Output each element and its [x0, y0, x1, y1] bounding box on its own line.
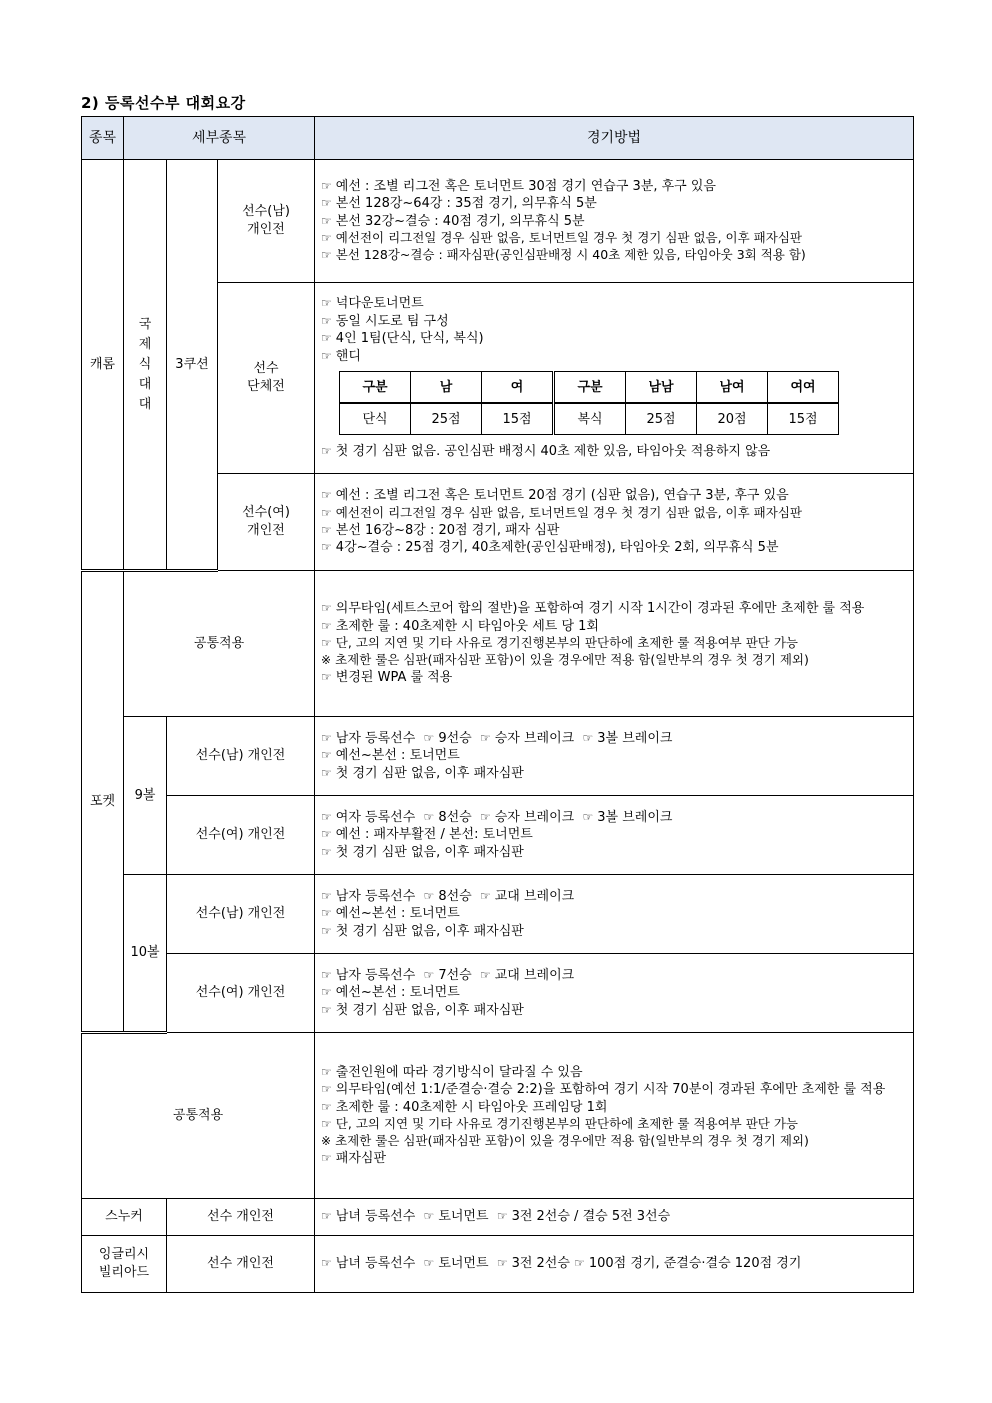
10ball-label: 10볼	[124, 875, 167, 1033]
10ball-men-label: 선수(남) 개인전	[167, 875, 315, 954]
method-line: ☞ 본선 128강~결승 : 패자심판(공인심판배정 시 40초 제한 있음, 타임아웃 3회 적용 함)	[321, 247, 806, 263]
10ball-women-method	[315, 954, 914, 1033]
pointing-hand-icon: ☞	[321, 348, 332, 363]
category-char: 대	[138, 376, 152, 392]
method-line: ☞ 첫 경기 심판 없음, 이후 패자심판	[321, 765, 524, 781]
pointing-hand-icon: ☞	[321, 730, 332, 745]
pointing-hand-icon: ☞	[321, 1150, 332, 1165]
pointing-hand-icon: ☞	[321, 213, 332, 228]
pointing-hand-icon: ☞	[321, 923, 332, 938]
pointing-hand-icon: ☞	[321, 444, 332, 459]
method-line: ☞ 예선~본선 : 토너먼트	[321, 985, 460, 1001]
method-line: ☞ 남자 등록선수 ☞ 7선승 ☞ 교대 브레이크	[321, 967, 575, 983]
method-line: ☞ 첫 경기 심판 없음, 이후 패자심판	[321, 844, 524, 860]
method-line: ☞ 예선 : 패자부활전 / 본선: 토너먼트	[321, 827, 533, 843]
snooker-row	[82, 1199, 914, 1236]
snooker-sub-label: 선수 개인전	[167, 1199, 315, 1236]
label-line: 선수	[253, 361, 279, 377]
english-method	[315, 1236, 914, 1293]
method-line: ☞ 남녀 등록선수 ☞ 토너먼트 ☞ 3전 2선승 ☞ 100점 경기, 준결승·결승 120점 경기	[321, 1256, 802, 1272]
header-method: 경기방법	[315, 117, 914, 160]
pointing-hand-icon: ☞	[423, 1256, 435, 1271]
10ball-women-label: 선수(여) 개인전	[167, 954, 315, 1033]
category-char: 대	[138, 396, 152, 412]
pocket-10ball-women-row	[82, 954, 914, 1033]
pointing-hand-icon: ☞	[321, 906, 332, 921]
carom-men-method	[315, 160, 914, 283]
method-line: ※ 초제한 룰은 심판(패자심판 포함)이 있을 경우에만 적용 함(일반부의 경우 첫 경기 제외)	[321, 1133, 809, 1149]
carom-team-method	[315, 283, 914, 474]
category-char: 식	[138, 356, 152, 372]
pointing-hand-icon: ☞	[321, 670, 332, 685]
pointing-hand-icon: ☞	[321, 1064, 332, 1079]
method-line: ☞ 출전인원에 따라 경기방식이 달라질 수 있음	[321, 1064, 583, 1080]
pointing-hand-icon: ☞	[423, 809, 435, 824]
method-line: ☞ 단, 고의 지연 및 기타 사유로 경기진행본부의 판단하에 초제한 룰 적용여부 판단 가능	[321, 635, 799, 651]
cushion-label: 3쿠션	[167, 160, 218, 571]
method-line: ☞ 예선 : 조별 리그전 혹은 토너먼트 30점 경기 연습구 3분, 후구 있음	[321, 178, 716, 194]
pointing-hand-icon: ☞	[423, 967, 435, 982]
pointing-hand-icon: ☞	[321, 888, 332, 903]
method-line: ☞ 첫 경기 심판 없음, 이후 패자심판	[321, 1002, 524, 1018]
method-line: ☞ 본선 16강~8강 : 20점 경기, 패자 심판	[321, 522, 560, 538]
common-all-label: 공통적용	[82, 1033, 315, 1199]
pointing-hand-icon: ☞	[321, 1209, 332, 1224]
pointing-hand-icon: ☞	[574, 1256, 585, 1271]
pointing-hand-icon: ☞	[479, 967, 491, 982]
method-line: ☞ 예선전이 리그전일 경우 심판 없음, 토너먼트일 경우 첫 경기 심판 없음, 이후 패자심판	[321, 230, 802, 246]
label-line: 빌리아드	[98, 1265, 150, 1280]
pointing-hand-icon: ☞	[321, 540, 332, 555]
method-line: ☞ 의무타임(세트스코어 합의 절반)을 포함하여 경기 시작 1시간이 경과된 후에만 초제한 룰 적용	[321, 601, 865, 617]
method-line: ☞ 동일 시도로 팀 구성	[321, 313, 449, 329]
carom-label: 캐롬	[82, 160, 124, 571]
category-char: 국	[138, 316, 152, 332]
english-billiards-label	[82, 1236, 167, 1293]
snooker-label: 스누커	[82, 1199, 167, 1236]
method-line: ☞ 패자심판	[321, 1150, 387, 1166]
pointing-hand-icon: ☞	[321, 196, 332, 211]
pointing-hand-icon: ☞	[321, 985, 332, 1000]
english-billiards-row	[82, 1236, 914, 1293]
pocket-label: 포켓	[82, 571, 124, 1033]
pocket-10ball-men-row	[82, 875, 914, 954]
method-line: ☞ 남자 등록선수 ☞ 8선승 ☞ 교대 브레이크	[321, 888, 575, 904]
handicap-table	[339, 371, 839, 435]
method-line: ☞ 남자 등록선수 ☞ 9선승 ☞ 승자 브레이크 ☞ 3볼 브레이크	[321, 730, 673, 746]
method-line: ☞ 의무타임(예선 1:1/준결승·결승 2:2)을 포함하여 경기 시작 70분이 경과된 후에만 초제한 룰 적용	[321, 1082, 886, 1098]
pointing-hand-icon: ☞	[321, 1099, 332, 1114]
carom-women-method	[315, 474, 914, 571]
pointing-hand-icon: ☞	[321, 505, 332, 520]
pointing-hand-icon: ☞	[321, 178, 332, 193]
pointing-hand-icon: ☞	[321, 296, 332, 311]
reference-mark-icon: ※	[321, 1134, 332, 1149]
pointing-hand-icon: ☞	[321, 248, 332, 263]
pocket-9ball-women-row	[82, 796, 914, 875]
method-line: ☞ 본선 128강~64강 : 35점 경기, 의무휴식 5분	[321, 196, 597, 212]
method-line: ☞ 4인 1팀(단식, 단식, 복식)	[321, 331, 484, 347]
pointing-hand-icon: ☞	[321, 809, 332, 824]
snooker-method	[315, 1199, 914, 1236]
method-line: ☞ 4강~결승 : 25점 경기, 40초제한(공인심판배정), 타임아웃 2회, 의무휴식 5분	[321, 540, 779, 556]
category-char: 제	[138, 336, 152, 352]
method-line: ☞ 초제한 룰 : 40초제한 시 타임아웃 세트 당 1회	[321, 618, 599, 634]
9ball-men-label: 선수(남) 개인전	[167, 717, 315, 796]
pointing-hand-icon: ☞	[423, 888, 435, 903]
common-all-method	[315, 1033, 914, 1199]
method-line: ☞ 남녀 등록선수 ☞ 토너먼트 ☞ 3전 2선승 / 결승 5전 3선승	[321, 1209, 671, 1225]
header-event: 종목	[82, 117, 124, 160]
9ball-women-method	[315, 796, 914, 875]
method-line: ☞ 예선전이 리그전일 경우 심판 없음, 토너먼트일 경우 첫 경기 심판 없음, 이후 패자심판	[321, 504, 802, 520]
pointing-hand-icon: ☞	[321, 1082, 332, 1097]
pointing-hand-icon: ☞	[479, 730, 491, 745]
pointing-hand-icon: ☞	[321, 1256, 332, 1271]
pointing-hand-icon: ☞	[479, 888, 491, 903]
pointing-hand-icon: ☞	[423, 730, 435, 745]
pointing-hand-icon: ☞	[321, 313, 332, 328]
method-line: ☞ 넉다운토너먼트	[321, 296, 424, 312]
method-line: ☞ 첫 경기 심판 없음, 이후 패자심판	[321, 923, 524, 939]
label-line: 선수(여)	[242, 505, 290, 521]
method-line: ☞ 본선 32강~결승 : 40점 경기, 의무휴식 5분	[321, 213, 585, 229]
method-line: ※ 초제한 룰은 심판(패자심판 포함)이 있을 경우에만 적용 함(일반부의 경우 첫 경기 제외)	[321, 652, 809, 668]
method-line: ☞ 변경된 WPA 룰 적용	[321, 670, 453, 686]
method-line: ☞ 첫 경기 심판 없음. 공인심판 배정시 40초 제한 있음, 타임아웃 적용하지 않음	[321, 444, 771, 460]
method-line: ☞ 단, 고의 지연 및 기타 사유로 경기진행본부의 판단하에 초제한 룰 적용여부 판단 가능	[321, 1116, 799, 1132]
carom-women-label	[218, 474, 315, 571]
pointing-hand-icon: ☞	[582, 730, 594, 745]
rules-table	[81, 116, 914, 1293]
method-line: ☞ 예선~본선 : 토너먼트	[321, 906, 460, 922]
english-sub-label: 선수 개인전	[167, 1236, 315, 1293]
pointing-hand-icon: ☞	[321, 331, 332, 346]
label-line: 선수(남)	[242, 204, 290, 220]
pointing-hand-icon: ☞	[321, 522, 332, 537]
method-line: ☞ 예선~본선 : 토너먼트	[321, 748, 460, 764]
pointing-hand-icon: ☞	[321, 601, 332, 616]
pocket-common-method	[315, 571, 914, 717]
pointing-hand-icon: ☞	[496, 1209, 508, 1224]
label-line: 개인전	[247, 523, 285, 538]
carom-team-label	[218, 283, 315, 474]
9ball-label: 9볼	[124, 717, 167, 875]
pointing-hand-icon: ☞	[321, 967, 332, 982]
method-line: ☞ 핸디	[321, 348, 361, 364]
method-line: ☞ 예선 : 조별 리그전 혹은 토너먼트 20점 경기 (심판 없음), 연습구 3분, 후구 있음	[321, 488, 789, 504]
pointing-hand-icon: ☞	[423, 1209, 435, 1224]
pointing-hand-icon: ☞	[496, 1256, 508, 1271]
header-row	[82, 117, 914, 160]
pointing-hand-icon: ☞	[321, 827, 332, 842]
9ball-men-method	[315, 717, 914, 796]
pointing-hand-icon: ☞	[321, 748, 332, 763]
handicap-row: 단식 25점 15점 복식 25점 20점 15점	[340, 403, 839, 435]
carom-men-label	[218, 160, 315, 283]
9ball-women-label: 선수(여) 개인전	[167, 796, 315, 875]
pointing-hand-icon: ☞	[582, 809, 594, 824]
pointing-hand-icon: ☞	[321, 231, 332, 246]
pocket-common-label: 공통적용	[124, 571, 315, 717]
header-sub-event: 세부종목	[124, 117, 315, 160]
pointing-hand-icon: ☞	[479, 809, 491, 824]
method-line: ☞ 여자 등록선수 ☞ 8선승 ☞ 승자 브레이크 ☞ 3볼 브레이크	[321, 809, 673, 825]
reference-mark-icon: ※	[321, 653, 332, 668]
pointing-hand-icon: ☞	[321, 1002, 332, 1017]
pointing-hand-icon: ☞	[321, 844, 332, 859]
label-line: 잉글리시	[98, 1247, 150, 1263]
pointing-hand-icon: ☞	[321, 488, 332, 503]
10ball-men-method	[315, 875, 914, 954]
common-all-row	[82, 1033, 914, 1199]
carom-men-row	[82, 160, 914, 283]
section-title: 2) 등록선수부 대회요강	[81, 94, 246, 112]
carom-category	[124, 160, 167, 571]
pocket-9ball-men-row	[82, 717, 914, 796]
pointing-hand-icon: ☞	[321, 636, 332, 651]
handicap-header: 구분 남 여 구분 남남 남여 여여	[340, 372, 839, 404]
label-line: 단체전	[247, 379, 285, 394]
pointing-hand-icon: ☞	[321, 1117, 332, 1132]
pointing-hand-icon: ☞	[321, 618, 332, 633]
label-line: 개인전	[247, 222, 285, 237]
pointing-hand-icon: ☞	[321, 765, 332, 780]
method-line: ☞ 초제한 룰 : 40초제한 시 타임아웃 프레임당 1회	[321, 1099, 608, 1115]
pocket-common-row	[82, 571, 914, 717]
